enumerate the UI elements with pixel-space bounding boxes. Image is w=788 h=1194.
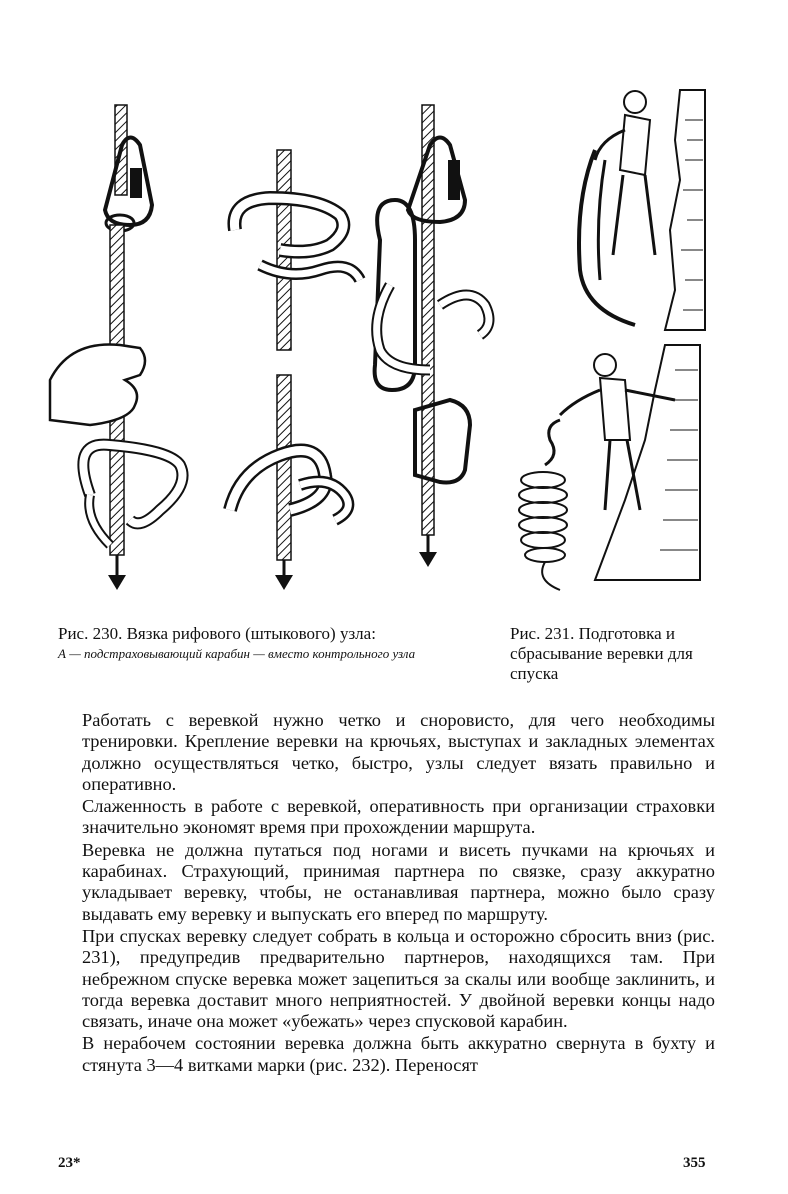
signature-mark: 23* — [58, 1155, 81, 1171]
page-number: 355 — [683, 1155, 706, 1171]
figure-230-title: Рис. 230. Вязка рифового (штыкового) узла: — [58, 624, 376, 643]
paragraph: При спусках веревку следует собрать в кольца и осторожно сбросить вниз (рис. 231), предупредив предварительно партнеров, находящихся там. При небрежном спуске веревка может зацепиться за скалы или вообще заклинить, и тогда веревка доставит много неприятностей. У двойной веревки концы надо связать, иначе она может «убежать» через спусковой карабин. — [82, 925, 715, 1032]
figure-231-illustration — [505, 80, 725, 610]
knot-drawing-2 — [230, 150, 360, 590]
knot-drawing-1 — [50, 105, 183, 590]
figure-230-note: А — подстраховывающий карабин — вместо контрольного узла — [58, 646, 416, 661]
knot-drawing-3 — [375, 105, 489, 567]
figure-230-caption — [58, 624, 498, 663]
paragraph: Веревка не должна путаться под ногами и висеть пучками на крючьях и карабинах. Страхующий, принимая партнера по связке, сразу аккуратно укладывает веревку, чтобы, не останавливая партнера, можно было сразу выдавать ему веревку и выпускать его вперед по маршруту. — [82, 839, 715, 924]
paragraph: Работать с веревкой нужно четко и сноровисто, для чего необходимы тренировки. Крепление веревки на крючьях, выступах и закладных элементах должно осуществляться четко, быстро, узлы следует вязать правильно и оперативно. — [82, 710, 715, 794]
rock-wall-upper — [665, 90, 705, 330]
figure-231-caption — [510, 624, 730, 684]
rope-coils — [519, 472, 567, 590]
body-text — [82, 710, 715, 1076]
figure-230-illustration — [30, 90, 500, 610]
paragraph: В нерабочем состоянии веревка должна быть аккуратно свернута в бухту и стянута 3—4 витками марки (рис. 232). Переносят — [82, 1033, 715, 1075]
figure-231-title: Рис. 231. Подготовка и сбрасывание веревки для спуска — [510, 624, 693, 683]
climber-1 — [579, 91, 655, 325]
knot-drawings — [30, 90, 500, 610]
paragraph: Слаженность в работе с веревкой, оперативность при организации страховки значительно экономят время при прохождении маршрута. — [82, 796, 715, 838]
climber-drawings — [505, 80, 725, 610]
